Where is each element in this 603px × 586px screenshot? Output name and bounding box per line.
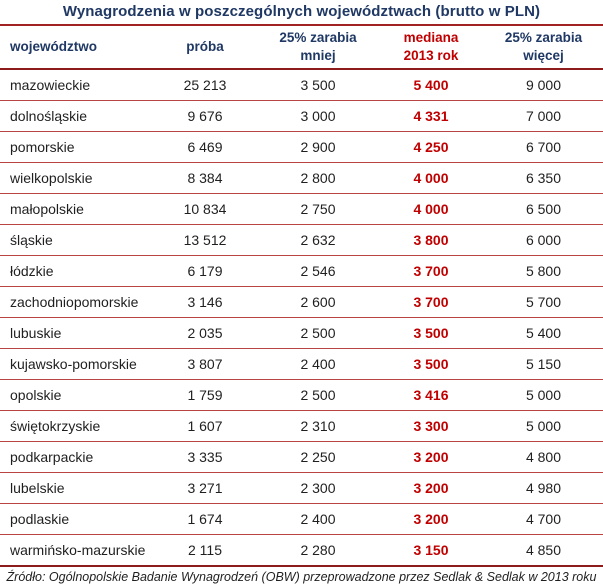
cell-wojewodztwo: śląskie — [0, 225, 152, 256]
cell-wojewodztwo: świętokrzyskie — [0, 411, 152, 442]
cell-proba: 3 335 — [152, 442, 258, 473]
cell-proba: 3 146 — [152, 287, 258, 318]
cell-mediana: 4 000 — [378, 163, 484, 194]
table-row — [0, 287, 603, 318]
table-row — [0, 411, 603, 442]
table-row — [0, 69, 603, 101]
table-row — [0, 473, 603, 504]
cell-proba: 1 674 — [152, 504, 258, 535]
cell-q25_wiecej: 5 700 — [484, 287, 603, 318]
cell-q25_mniej: 2 632 — [258, 225, 378, 256]
cell-q25_mniej: 2 310 — [258, 411, 378, 442]
source-note: Źródło: Ogólnopolskie Badanie Wynagrodzeń (OBW) przeprowadzone przez Sedlak & Sedlak w 2013 roku — [6, 570, 597, 584]
cell-wojewodztwo: łódzkie — [0, 256, 152, 287]
cell-wojewodztwo: podkarpackie — [0, 442, 152, 473]
column-header-line: 25% zarabia — [504, 30, 583, 45]
cell-q25_mniej: 2 750 — [258, 194, 378, 225]
cell-mediana: 3 416 — [378, 380, 484, 411]
cell-q25_wiecej: 9 000 — [484, 69, 603, 101]
column-header-wojewodztwo — [0, 26, 152, 69]
cell-proba: 3 807 — [152, 349, 258, 380]
table-row — [0, 349, 603, 380]
cell-mediana: 5 400 — [378, 69, 484, 101]
cell-mediana: 3 500 — [378, 349, 484, 380]
cell-mediana: 4 000 — [378, 194, 484, 225]
cell-q25_mniej: 2 500 — [258, 318, 378, 349]
cell-proba: 1 759 — [152, 380, 258, 411]
cell-q25_wiecej: 6 000 — [484, 225, 603, 256]
table-row — [0, 163, 603, 194]
cell-mediana: 4 250 — [378, 132, 484, 163]
cell-mediana: 3 150 — [378, 535, 484, 567]
cell-q25_wiecej: 5 000 — [484, 411, 603, 442]
cell-proba: 6 469 — [152, 132, 258, 163]
cell-wojewodztwo: podlaskie — [0, 504, 152, 535]
cell-q25_mniej: 3 000 — [258, 101, 378, 132]
cell-proba: 9 676 — [152, 101, 258, 132]
column-header-line: województwo — [10, 39, 97, 54]
cell-wojewodztwo: dolnośląskie — [0, 101, 152, 132]
cell-wojewodztwo: warmińsko-mazurskie — [0, 535, 152, 567]
cell-q25_mniej: 2 500 — [258, 380, 378, 411]
cell-q25_mniej: 2 800 — [258, 163, 378, 194]
cell-mediana: 3 200 — [378, 504, 484, 535]
cell-q25_wiecej: 6 500 — [484, 194, 603, 225]
cell-wojewodztwo: małopolskie — [0, 194, 152, 225]
salary-table — [0, 26, 603, 567]
cell-q25_wiecej: 7 000 — [484, 101, 603, 132]
table-header — [0, 26, 603, 69]
table-row — [0, 256, 603, 287]
cell-q25_mniej: 2 400 — [258, 349, 378, 380]
table-row — [0, 101, 603, 132]
cell-q25_mniej: 2 900 — [258, 132, 378, 163]
header-row — [0, 26, 603, 69]
cell-proba: 2 115 — [152, 535, 258, 567]
table-row — [0, 318, 603, 349]
table-row — [0, 380, 603, 411]
table-row — [0, 504, 603, 535]
cell-q25_mniej: 2 300 — [258, 473, 378, 504]
cell-mediana: 3 200 — [378, 442, 484, 473]
column-header-line: mniej — [300, 48, 336, 63]
cell-mediana: 3 700 — [378, 256, 484, 287]
table-body — [0, 69, 603, 566]
table-row — [0, 194, 603, 225]
cell-q25_wiecej: 4 850 — [484, 535, 603, 567]
cell-proba: 1 607 — [152, 411, 258, 442]
table-row — [0, 225, 603, 256]
column-header-line: 2013 rok — [403, 48, 459, 63]
cell-mediana: 3 700 — [378, 287, 484, 318]
cell-q25_wiecej: 6 700 — [484, 132, 603, 163]
cell-wojewodztwo: kujawsko-pomorskie — [0, 349, 152, 380]
cell-q25_wiecej: 5 150 — [484, 349, 603, 380]
cell-proba: 6 179 — [152, 256, 258, 287]
column-header-q25_mniej — [258, 26, 378, 69]
cell-q25_wiecej: 4 980 — [484, 473, 603, 504]
cell-mediana: 3 300 — [378, 411, 484, 442]
cell-mediana: 3 800 — [378, 225, 484, 256]
cell-q25_wiecej: 5 800 — [484, 256, 603, 287]
cell-wojewodztwo: opolskie — [0, 380, 152, 411]
cell-proba: 10 834 — [152, 194, 258, 225]
cell-q25_mniej: 2 546 — [258, 256, 378, 287]
column-header-line: mediana — [403, 30, 459, 45]
cell-proba: 3 271 — [152, 473, 258, 504]
cell-q25_wiecej: 5 000 — [484, 380, 603, 411]
cell-wojewodztwo: lubuskie — [0, 318, 152, 349]
column-header-line: próba — [186, 39, 224, 54]
cell-wojewodztwo: mazowieckie — [0, 69, 152, 101]
cell-wojewodztwo: wielkopolskie — [0, 163, 152, 194]
table-row — [0, 535, 603, 567]
cell-q25_wiecej: 6 350 — [484, 163, 603, 194]
cell-proba: 13 512 — [152, 225, 258, 256]
cell-q25_mniej: 2 600 — [258, 287, 378, 318]
column-header-line: więcej — [523, 48, 564, 63]
cell-proba: 8 384 — [152, 163, 258, 194]
column-header-mediana — [378, 26, 484, 69]
cell-q25_mniej: 2 280 — [258, 535, 378, 567]
column-header-q25_wiecej — [484, 26, 603, 69]
table-title: Wynagrodzenia w poszczególnych województwach (brutto w PLN) — [0, 0, 603, 26]
cell-proba: 25 213 — [152, 69, 258, 101]
cell-q25_mniej: 3 500 — [258, 69, 378, 101]
cell-wojewodztwo: zachodniopomorskie — [0, 287, 152, 318]
column-header-line: 25% zarabia — [279, 30, 357, 45]
cell-mediana: 3 200 — [378, 473, 484, 504]
column-header-proba — [152, 26, 258, 69]
cell-q25_wiecej: 4 800 — [484, 442, 603, 473]
cell-wojewodztwo: lubelskie — [0, 473, 152, 504]
table-row — [0, 442, 603, 473]
cell-q25_wiecej: 4 700 — [484, 504, 603, 535]
cell-proba: 2 035 — [152, 318, 258, 349]
cell-mediana: 3 500 — [378, 318, 484, 349]
cell-q25_mniej: 2 400 — [258, 504, 378, 535]
table-row — [0, 132, 603, 163]
cell-q25_mniej: 2 250 — [258, 442, 378, 473]
cell-q25_wiecej: 5 400 — [484, 318, 603, 349]
cell-mediana: 4 331 — [378, 101, 484, 132]
cell-wojewodztwo: pomorskie — [0, 132, 152, 163]
